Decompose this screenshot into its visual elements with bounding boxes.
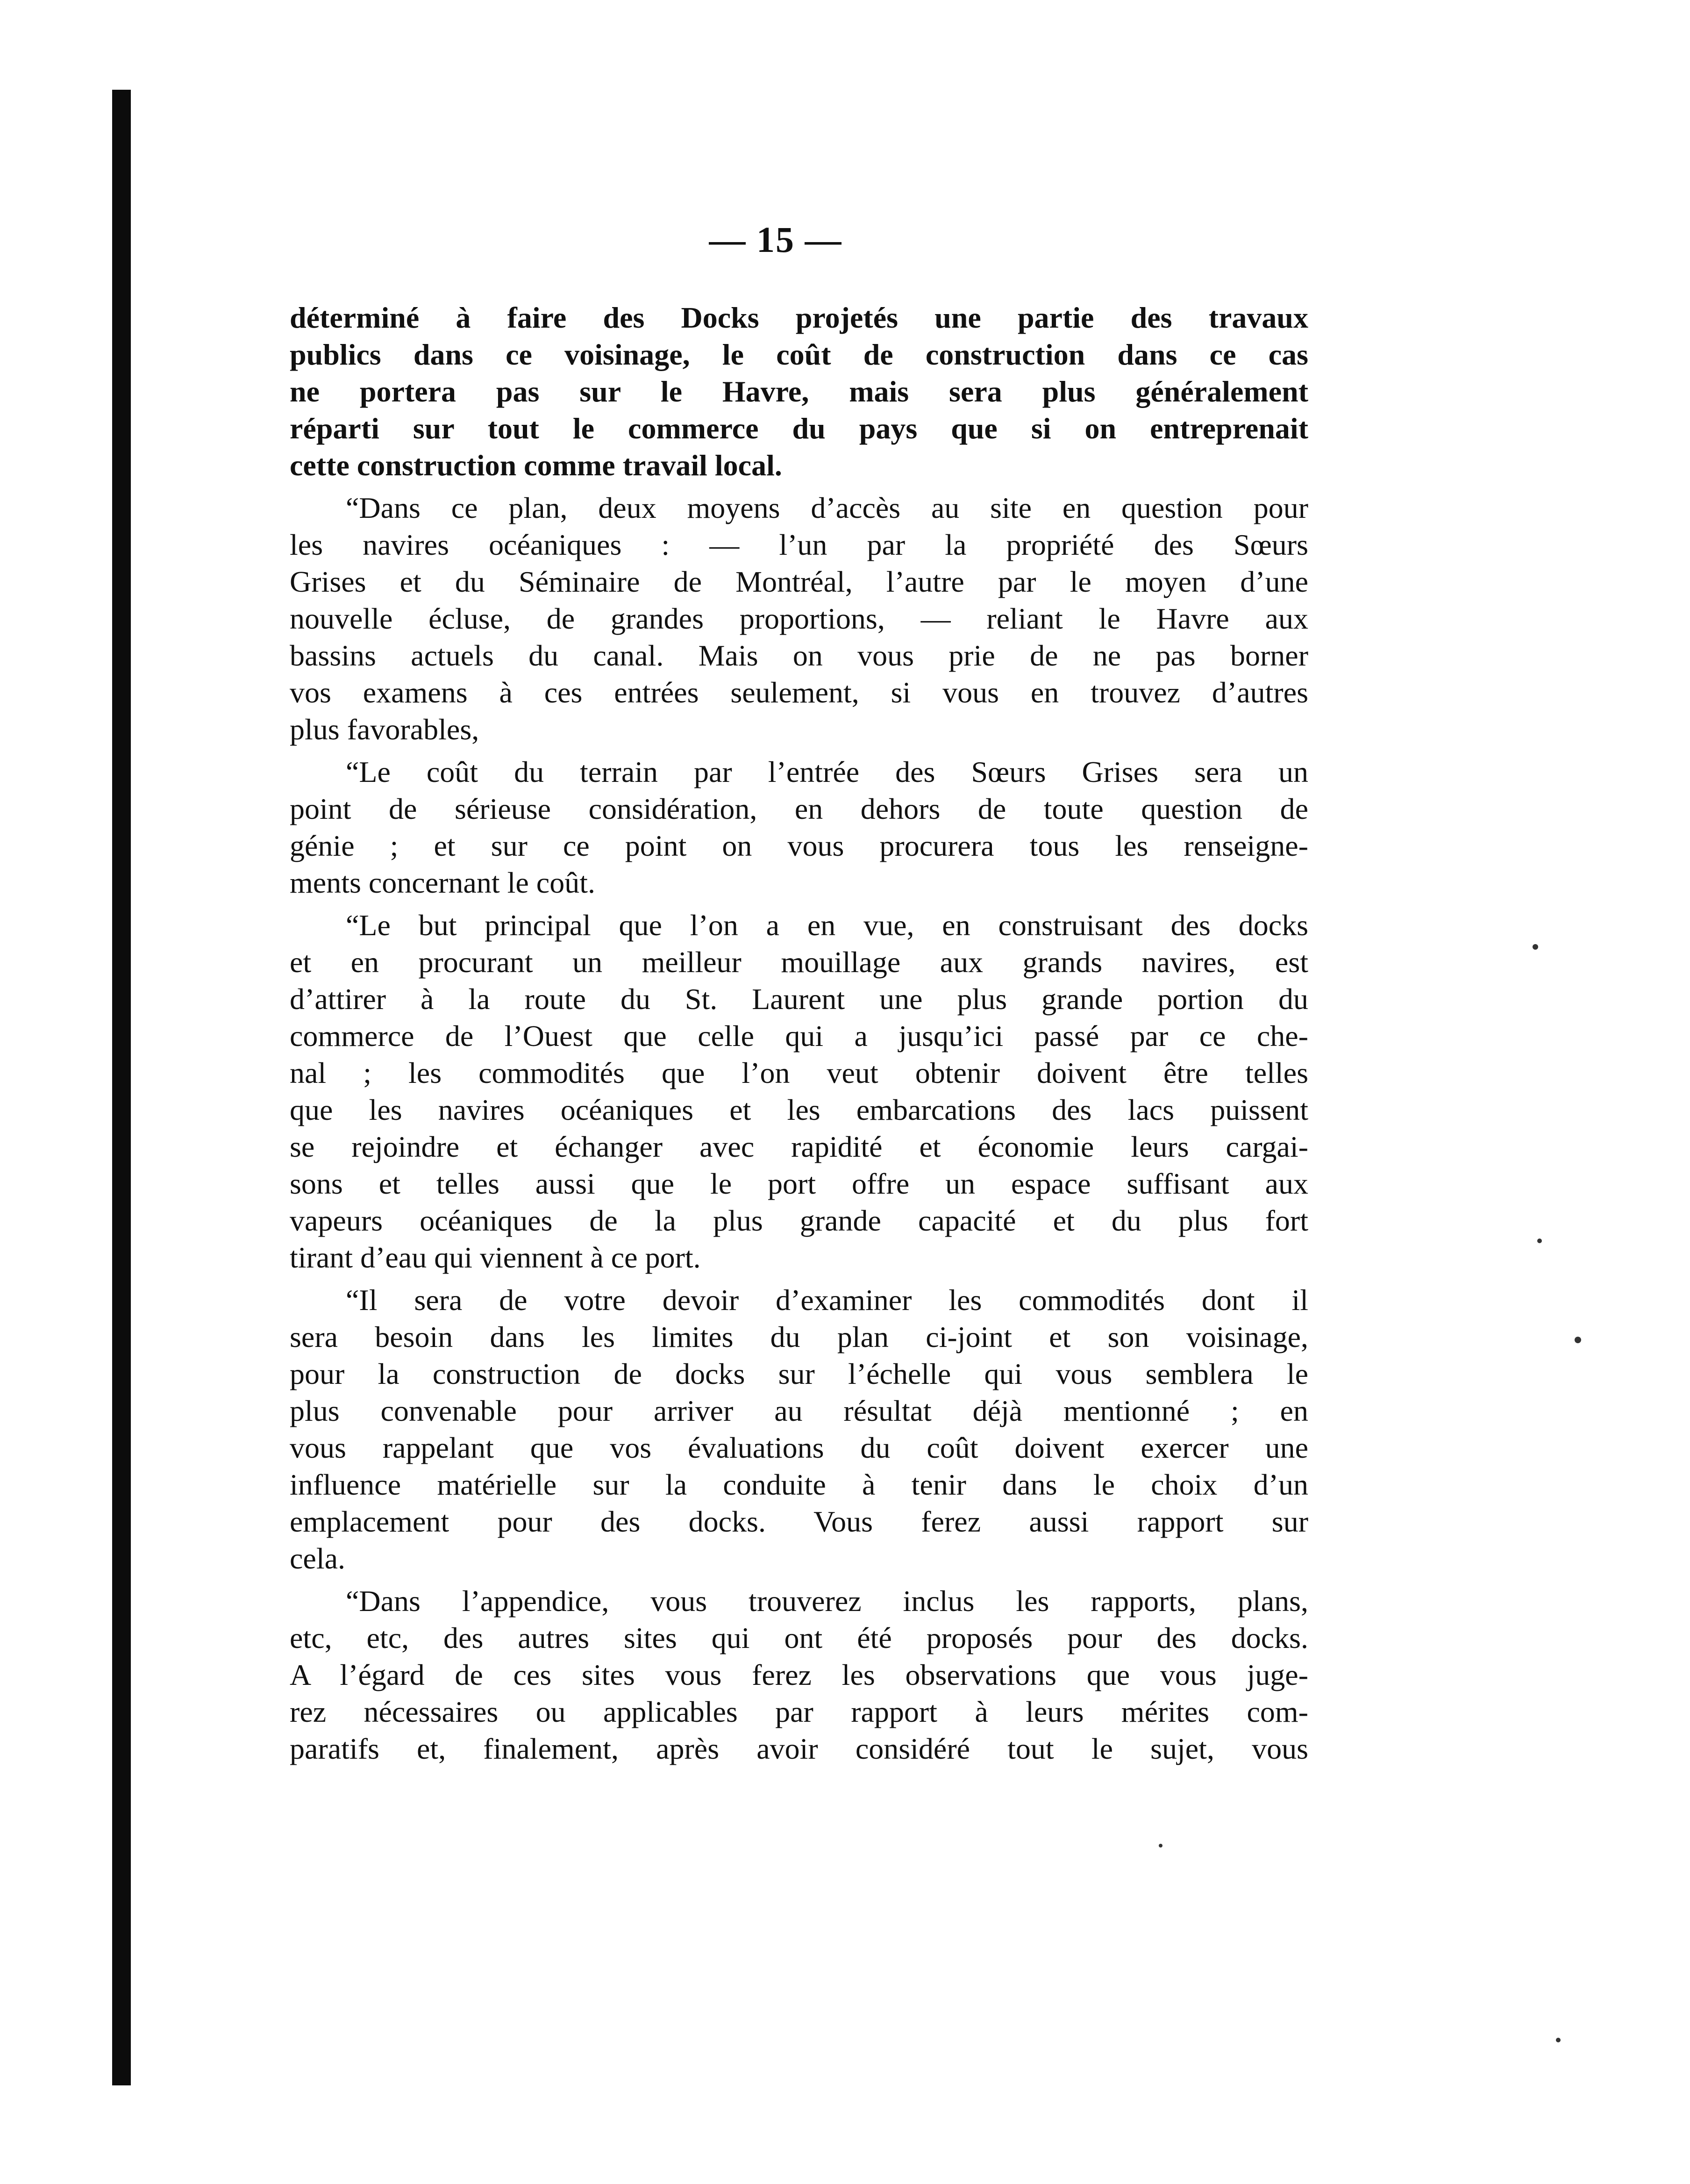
paragraph	[290, 299, 1308, 484]
text-line: point de sérieuse considération, en dehors de toute question de	[290, 792, 1308, 825]
text-line: sons et telles aussi que le port offre un espace suffisant aux	[290, 1167, 1308, 1200]
paragraph	[290, 907, 1308, 1276]
text-line: ne portera pas sur le Havre, mais sera plus généralement	[290, 375, 1308, 408]
text-line: se rejoindre et échanger avec rapidité et économie leurs cargai-	[290, 1130, 1308, 1163]
text-line: cela.	[290, 1542, 345, 1575]
text-line: “Il sera de votre devoir d’examiner les commodités dont il	[346, 1283, 1308, 1317]
text-line: A l’égard de ces sites vous ferez les observations que vous juge-	[290, 1658, 1308, 1691]
text-line: “Le coût du terrain par l’entrée des Sœurs Grises sera un	[346, 755, 1308, 788]
text-line: les navires océaniques : — l’un par la propriété des Sœurs	[290, 528, 1308, 561]
page-number: — 15 —	[709, 219, 842, 260]
text-line: ments concernant le coût.	[290, 866, 595, 899]
scan-speck	[1556, 2038, 1561, 2042]
text-line: nal ; les commodités que l’on veut obtenir doivent être telles	[290, 1056, 1308, 1089]
text-line: plus convenable pour arriver au résultat déjà mentionné ; en	[290, 1394, 1308, 1427]
text-line: publics dans ce voisinage, le coût de construction dans ce cas	[290, 338, 1308, 371]
text-line: “Dans ce plan, deux moyens d’accès au site en question pour	[346, 491, 1308, 524]
text-line: que les navires océaniques et les embarcations des lacs puissent	[290, 1093, 1308, 1126]
text-line: déterminé à faire des Docks projetés une partie des travaux	[290, 301, 1308, 334]
text-line: tirant d’eau qui viennent à ce port.	[290, 1241, 701, 1274]
text-line: influence matérielle sur la conduite à tenir dans le choix d’un	[290, 1468, 1308, 1501]
text-line: et en procurant un meilleur mouillage aux grands navires, est	[290, 945, 1308, 979]
text-line: etc, etc, des autres sites qui ont été proposés pour des docks.	[290, 1621, 1308, 1654]
scan-speck	[1533, 944, 1538, 950]
text-line: “Le but principal que l’on a en vue, en construisant des docks	[346, 909, 1308, 942]
text-line: vapeurs océaniques de la plus grande capacité et du plus fort	[290, 1204, 1308, 1237]
paragraph	[290, 1583, 1308, 1767]
text-line: nouvelle écluse, de grandes proportions, — reliant le Havre aux	[290, 602, 1308, 635]
text-line: réparti sur tout le commerce du pays que si on entreprenait	[290, 412, 1308, 445]
paragraph	[290, 753, 1308, 901]
scan-speck	[1575, 1337, 1581, 1343]
text-line: génie ; et sur ce point on vous procurera tous les renseigne-	[290, 829, 1308, 862]
text-line: vous rappelant que vos évaluations du coût doivent exercer une	[290, 1431, 1308, 1464]
text-line: pour la construction de docks sur l’échelle qui vous semblera le	[290, 1357, 1308, 1390]
text-line: paratifs et, finalement, après avoir considéré tout le sujet, vous	[290, 1732, 1308, 1765]
text-line: commerce de l’Ouest que celle qui a jusqu’ici passé par ce che-	[290, 1019, 1308, 1053]
scan-speck	[1159, 1844, 1162, 1847]
scan-speck	[1537, 1239, 1542, 1243]
text-line: d’attirer à la route du St. Laurent une plus grande portion du	[290, 982, 1308, 1016]
text-line: “Dans l’appendice, vous trouverez inclus les rapports, plans,	[346, 1584, 1308, 1618]
binding-edge	[112, 90, 131, 2085]
text-line: Grises et du Séminaire de Montréal, l’autre par le moyen d’une	[290, 565, 1308, 598]
text-line: bassins actuels du canal. Mais on vous prie de ne pas borner	[290, 639, 1308, 672]
paragraph	[290, 489, 1308, 748]
text-line: rez nécessaires ou applicables par rapport à leurs mérites com-	[290, 1695, 1308, 1728]
text-line: sera besoin dans les limites du plan ci-joint et son voisinage,	[290, 1320, 1308, 1353]
text-line: emplacement pour des docks. Vous ferez aussi rapport sur	[290, 1505, 1308, 1538]
text-line: plus favorables,	[290, 713, 479, 746]
body-text	[290, 299, 1308, 1773]
text-line: cette construction comme travail local.	[290, 449, 782, 482]
text-line: vos examens à ces entrées seulement, si vous en trouvez d’autres	[290, 676, 1308, 709]
paragraph	[290, 1282, 1308, 1577]
